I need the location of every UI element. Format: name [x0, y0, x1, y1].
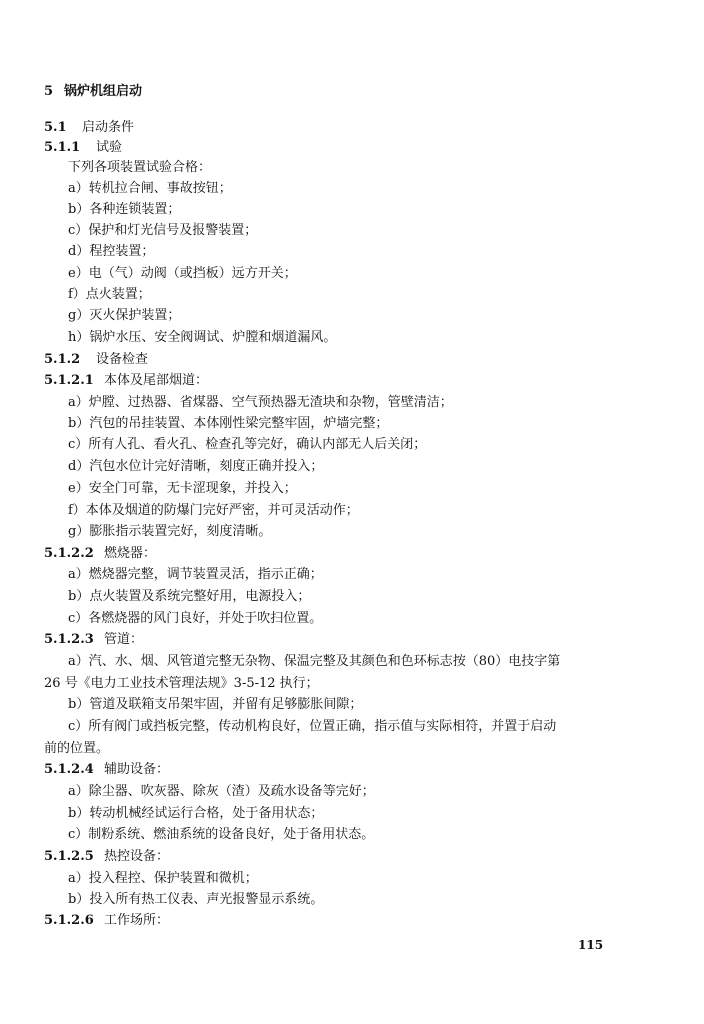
chapter-title: 锅炉机组启动 [64, 84, 143, 99]
section-heading-5-1 [44, 120, 134, 136]
list-item: g）膨胀指示装置完好，刻度清晰。 [68, 524, 272, 539]
paragraph-line: 26 号《电力工业技术管理法规》3-5-12 执行； [44, 676, 319, 691]
section-title: 辅助设备： [104, 762, 170, 777]
list-item: b）各种连锁装置； [68, 202, 181, 217]
list-item: c）各燃烧器的风门良好，并处于吹扫位置。 [68, 611, 323, 626]
section-heading-5-1-2-3 [44, 632, 143, 648]
list-item: a）炉膛、过热器、省煤器、空气预热器无渣块和杂物，管壁清洁； [68, 395, 453, 410]
list-item: b）管道及联箱支吊架牢固，并留有足够膨胀间隙； [68, 697, 363, 712]
section-title: 本体及尾部烟道： [104, 373, 209, 388]
list-item: c）制粉系统、燃油系统的设备良好，处于备用状态。 [68, 827, 375, 842]
section-number: 5.1.2 [44, 352, 81, 367]
list-item: b）转动机械经试运行合格，处于备用状态； [68, 806, 324, 821]
section-heading-5-1-2-1 [44, 373, 208, 389]
section-heading-5-1-2-5 [44, 849, 169, 865]
section-title: 燃烧器： [104, 546, 157, 561]
list-item: f）本体及烟道的防爆门完好严密，并可灵活动作； [68, 503, 359, 518]
list-item: a）燃烧器完整，调节装置灵活，指示正确； [68, 567, 323, 582]
paragraph-line: 前的位置。 [44, 741, 110, 756]
section-number: 5.1.2.4 [44, 762, 94, 777]
section-title: 工作场所： [104, 913, 170, 928]
list-item: c）所有人孔、看火孔、检查孔等完好，确认内部无人后关闭； [68, 437, 427, 452]
section-heading-5-1-2-4 [44, 762, 169, 778]
list-item: d）程控装置； [68, 244, 155, 259]
list-item: b）点火装置及系统完整好用，电源投入； [68, 589, 311, 604]
section-heading-5-1-2-2 [44, 546, 156, 562]
section-title: 设备检查 [96, 352, 149, 367]
list-item: g）灭火保护装置； [68, 308, 181, 323]
section-heading-5-1-2 [44, 352, 148, 368]
chapter-heading [44, 84, 142, 100]
section-title: 管道： [104, 632, 144, 647]
chapter-number: 5 [44, 84, 54, 99]
list-item: e）电（气）动阀（或挡板）远方开关； [68, 266, 297, 281]
section-title: 热控设备： [104, 849, 170, 864]
list-item: b）汽包的吊挂装置、本体刚性梁完整牢固，炉墙完整； [68, 416, 389, 431]
list-item: f）点火装置； [68, 287, 151, 302]
list-item: a）投入程控、保护装置和微机； [68, 871, 258, 886]
section-number: 5.1.2.3 [44, 632, 94, 647]
list-item: c）保护和灯光信号及报警装置； [68, 223, 258, 238]
section-number: 5.1.2.1 [44, 373, 94, 388]
list-item: d）汽包水位计完好清晰，刻度正确并投入； [68, 459, 324, 474]
list-item: h）锅炉水压、安全阀调试、炉膛和烟道漏风。 [68, 330, 337, 345]
list-item: e）安全门可靠，无卡涩现象，并投入； [68, 481, 297, 496]
section-heading-5-1-2-6 [44, 913, 169, 929]
section-title: 启动条件 [82, 120, 135, 135]
section-heading-5-1-1 [44, 140, 122, 156]
list-item: b）投入所有热工仪表、声光报警显示系统。 [68, 892, 324, 907]
page-number: 115 [578, 938, 604, 952]
paragraph: 下列各项装置试验合格： [68, 160, 212, 175]
section-title: 试验 [96, 140, 123, 155]
section-number: 5.1.2.5 [44, 849, 94, 864]
paragraph-line: c）所有阀门或挡板完整，传动机构良好，位置正确，指示值与实际相符，并置于启动 [68, 719, 557, 734]
section-number: 5.1 [44, 120, 67, 135]
paragraph-line: a）汽、水、烟、风管道完整无杂物、保温完整及其颜色和色环标志按（80）电技字第 [68, 654, 561, 669]
section-number: 5.1.2.6 [44, 913, 94, 928]
section-number: 5.1.1 [44, 140, 81, 155]
section-number: 5.1.2.2 [44, 546, 94, 561]
list-item: a）转机拉合闸、事故按钮； [68, 181, 232, 196]
list-item: a）除尘器、吹灰器、除灰（渣）及疏水设备等完好； [68, 784, 375, 799]
